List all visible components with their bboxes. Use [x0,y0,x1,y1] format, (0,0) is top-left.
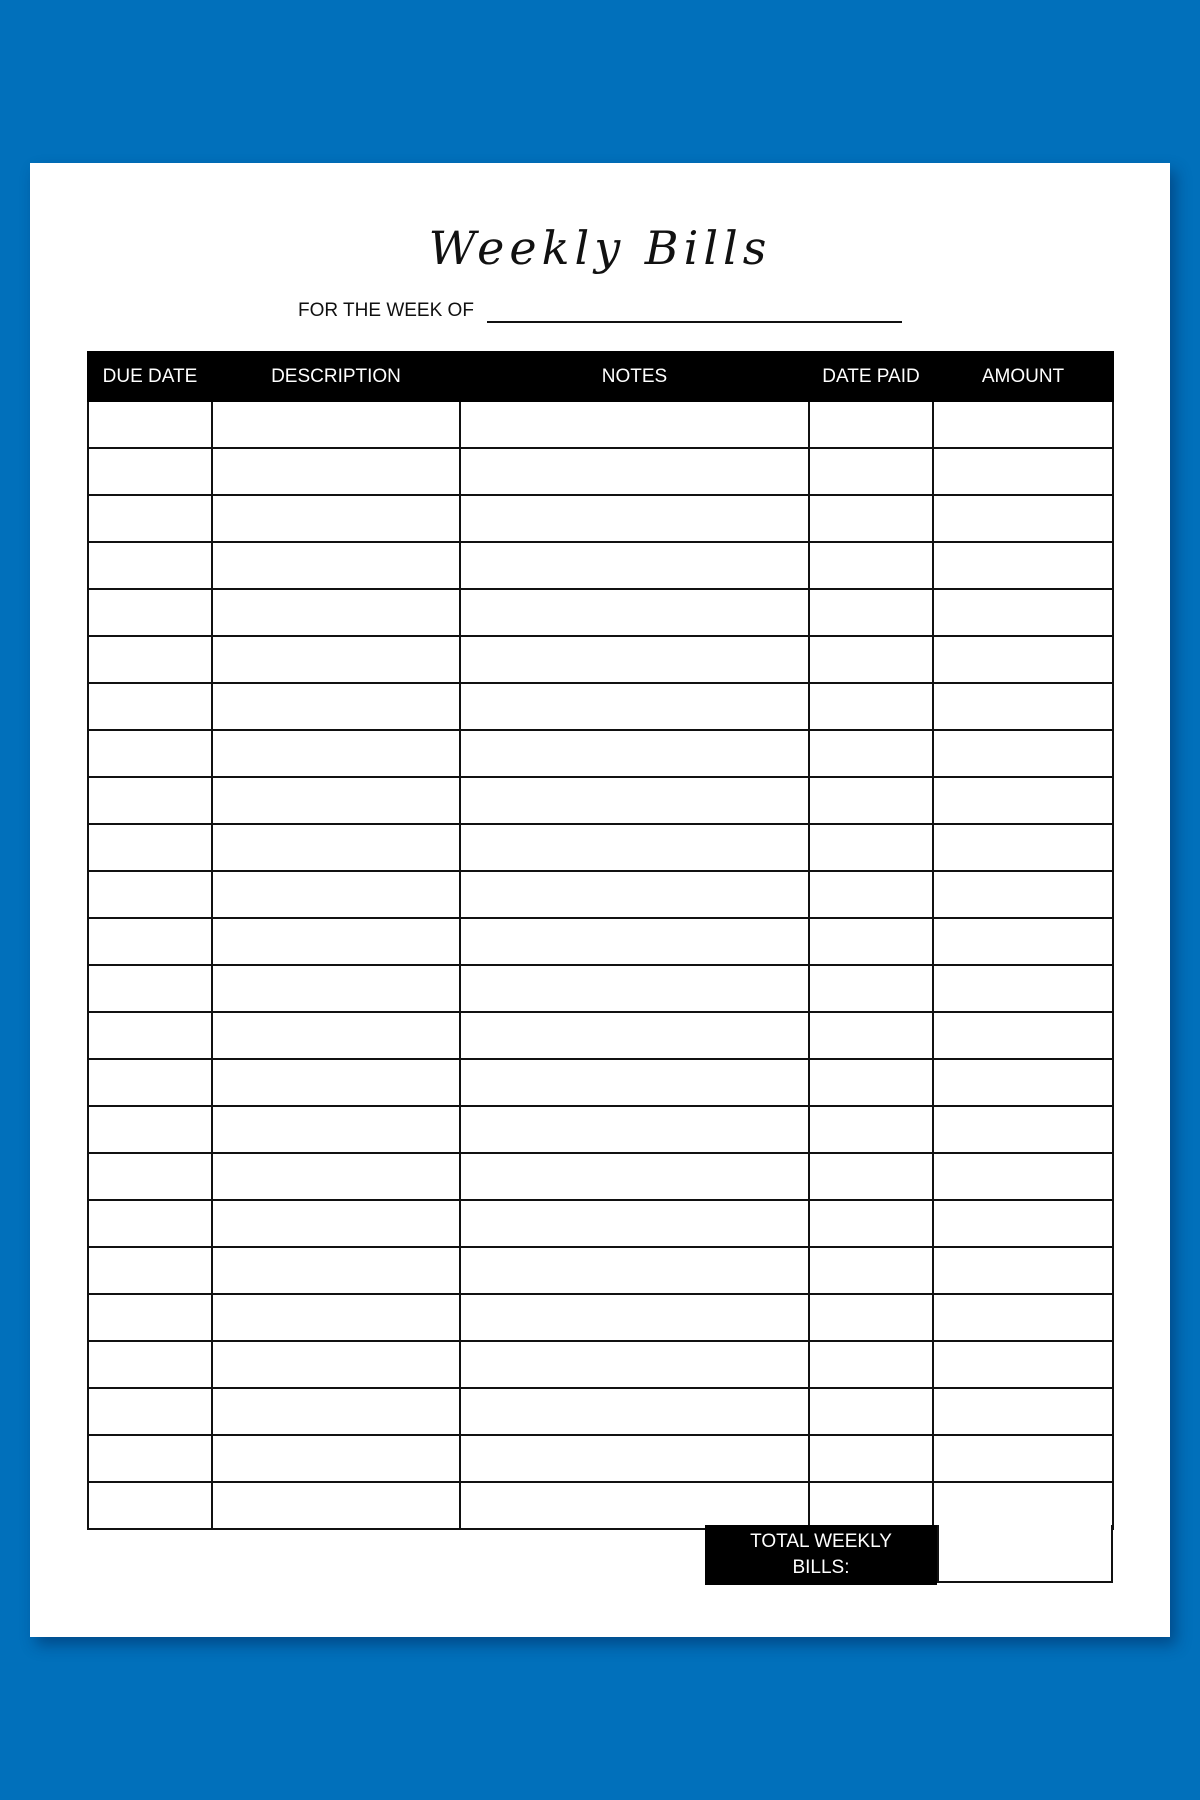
amount-cell[interactable] [933,1200,1113,1247]
notes-cell[interactable] [460,1341,809,1388]
due-date-cell[interactable] [88,1012,212,1059]
description-cell[interactable] [212,542,460,589]
amount-cell[interactable] [933,1012,1113,1059]
notes-cell[interactable] [460,1247,809,1294]
date-paid-cell[interactable] [809,777,933,824]
date-paid-cell[interactable] [809,1482,933,1529]
date-paid-cell[interactable] [809,1247,933,1294]
description-cell[interactable] [212,1388,460,1435]
description-cell[interactable] [212,1059,460,1106]
description-cell[interactable] [212,636,460,683]
table-row [88,918,1113,965]
notes-cell[interactable] [460,1012,809,1059]
amount-cell[interactable] [933,730,1113,777]
notes-cell[interactable] [460,1200,809,1247]
amount-cell[interactable] [933,777,1113,824]
due-date-cell[interactable] [88,401,212,448]
amount-cell[interactable] [933,495,1113,542]
due-date-cell[interactable] [88,589,212,636]
table-row [88,871,1113,918]
amount-cell[interactable] [933,401,1113,448]
page-title: Weekly Bills [428,221,772,275]
amount-cell[interactable] [933,965,1113,1012]
date-paid-cell[interactable] [809,589,933,636]
due-date-cell[interactable] [88,683,212,730]
description-cell[interactable] [212,1247,460,1294]
amount-cell[interactable] [933,1106,1113,1153]
description-cell[interactable] [212,589,460,636]
due-date-cell[interactable] [88,871,212,918]
notes-cell[interactable] [460,401,809,448]
description-cell[interactable] [212,683,460,730]
date-paid-cell[interactable] [809,1294,933,1341]
table-row [88,589,1113,636]
column-header-description: DESCRIPTION [212,352,460,401]
notes-cell[interactable] [460,1388,809,1435]
due-date-cell[interactable] [88,1200,212,1247]
notes-cell[interactable] [460,1482,809,1529]
table-row [88,1435,1113,1482]
amount-cell[interactable] [933,1247,1113,1294]
description-cell[interactable] [212,1482,460,1529]
date-paid-cell[interactable] [809,730,933,777]
column-header-due-date: DUE DATE [88,352,212,401]
table-row [88,1106,1113,1153]
due-date-cell[interactable] [88,1482,212,1529]
due-date-cell[interactable] [88,1247,212,1294]
due-date-cell[interactable] [88,777,212,824]
due-date-cell[interactable] [88,636,212,683]
table-row [88,1200,1113,1247]
date-paid-cell[interactable] [809,1012,933,1059]
date-paid-cell[interactable] [809,448,933,495]
due-date-cell[interactable] [88,965,212,1012]
table-row [88,636,1113,683]
amount-cell[interactable] [933,824,1113,871]
table-row [88,777,1113,824]
total-amount-field[interactable] [937,1525,1113,1583]
notes-cell[interactable] [460,824,809,871]
notes-cell[interactable] [460,683,809,730]
table-row [88,542,1113,589]
table-row [88,1294,1113,1341]
column-header-amount: AMOUNT [933,352,1113,401]
description-cell[interactable] [212,1153,460,1200]
due-date-cell[interactable] [88,1388,212,1435]
amount-cell[interactable] [933,636,1113,683]
notes-cell[interactable] [460,730,809,777]
notes-cell[interactable] [460,448,809,495]
table-body [88,401,1113,1529]
date-paid-cell[interactable] [809,683,933,730]
table-row [88,1482,1113,1529]
date-paid-cell[interactable] [809,1388,933,1435]
due-date-cell[interactable] [88,495,212,542]
date-paid-cell[interactable] [809,965,933,1012]
date-paid-cell[interactable] [809,1435,933,1482]
column-header-date-paid: DATE PAID [809,352,933,401]
description-cell[interactable] [212,777,460,824]
notes-cell[interactable] [460,918,809,965]
due-date-cell[interactable] [88,1059,212,1106]
total-weekly-bills [705,1525,1113,1585]
table-row [88,1012,1113,1059]
due-date-cell[interactable] [88,1153,212,1200]
column-header-notes: NOTES [460,352,809,401]
amount-cell[interactable] [933,1153,1113,1200]
table-row [88,401,1113,448]
description-cell[interactable] [212,965,460,1012]
table-row [88,824,1113,871]
date-paid-cell[interactable] [809,1059,933,1106]
date-paid-cell[interactable] [809,918,933,965]
table-row [88,965,1113,1012]
table-row [88,1388,1113,1435]
table-row [88,1059,1113,1106]
notes-cell[interactable] [460,1059,809,1106]
due-date-cell[interactable] [88,918,212,965]
total-label-text: TOTAL WEEKLY BILLS: [750,1531,892,1578]
description-cell[interactable] [212,448,460,495]
bill-tracker-sheet [30,163,1170,1637]
due-date-cell[interactable] [88,448,212,495]
amount-cell[interactable] [933,448,1113,495]
bills-table-container [87,351,1112,1530]
due-date-cell[interactable] [88,1106,212,1153]
week-of-input-line[interactable] [487,321,902,323]
notes-cell[interactable] [460,871,809,918]
table-row [88,1341,1113,1388]
date-paid-cell[interactable] [809,1200,933,1247]
description-cell[interactable] [212,1200,460,1247]
table-row [88,683,1113,730]
table-header [88,352,1113,401]
amount-cell[interactable] [933,1435,1113,1482]
date-paid-cell[interactable] [809,636,933,683]
description-cell[interactable] [212,1294,460,1341]
date-paid-cell[interactable] [809,824,933,871]
amount-cell[interactable] [933,1482,1113,1529]
description-cell[interactable] [212,918,460,965]
week-of-label: FOR THE WEEK OF [298,300,474,321]
table-row [88,448,1113,495]
amount-cell[interactable] [933,871,1113,918]
notes-cell[interactable] [460,1294,809,1341]
notes-cell[interactable] [460,777,809,824]
date-paid-cell[interactable] [809,542,933,589]
description-cell[interactable] [212,730,460,777]
total-label [705,1525,937,1585]
description-cell[interactable] [212,1341,460,1388]
amount-cell[interactable] [933,542,1113,589]
notes-cell[interactable] [460,965,809,1012]
description-cell[interactable] [212,495,460,542]
description-cell[interactable] [212,1012,460,1059]
date-paid-cell[interactable] [809,1106,933,1153]
notes-cell[interactable] [460,495,809,542]
date-paid-cell[interactable] [809,1153,933,1200]
bills-table [87,351,1114,1530]
amount-cell[interactable] [933,1059,1113,1106]
table-row [88,1247,1113,1294]
description-cell[interactable] [212,871,460,918]
amount-cell[interactable] [933,1341,1113,1388]
notes-cell[interactable] [460,1106,809,1153]
due-date-cell[interactable] [88,542,212,589]
description-cell[interactable] [212,824,460,871]
description-cell[interactable] [212,401,460,448]
due-date-cell[interactable] [88,1435,212,1482]
amount-cell[interactable] [933,683,1113,730]
table-row [88,730,1113,777]
date-paid-cell[interactable] [809,1341,933,1388]
amount-cell[interactable] [933,1388,1113,1435]
due-date-cell[interactable] [88,824,212,871]
table-row [88,1153,1113,1200]
amount-cell[interactable] [933,1294,1113,1341]
description-cell[interactable] [212,1106,460,1153]
due-date-cell[interactable] [88,730,212,777]
amount-cell[interactable] [933,918,1113,965]
table-row [88,495,1113,542]
notes-cell[interactable] [460,1153,809,1200]
notes-cell[interactable] [460,589,809,636]
notes-cell[interactable] [460,1435,809,1482]
amount-cell[interactable] [933,589,1113,636]
header-row [88,352,1113,401]
due-date-cell[interactable] [88,1294,212,1341]
notes-cell[interactable] [460,636,809,683]
notes-cell[interactable] [460,542,809,589]
description-cell[interactable] [212,1435,460,1482]
date-paid-cell[interactable] [809,401,933,448]
date-paid-cell[interactable] [809,495,933,542]
due-date-cell[interactable] [88,1341,212,1388]
date-paid-cell[interactable] [809,871,933,918]
